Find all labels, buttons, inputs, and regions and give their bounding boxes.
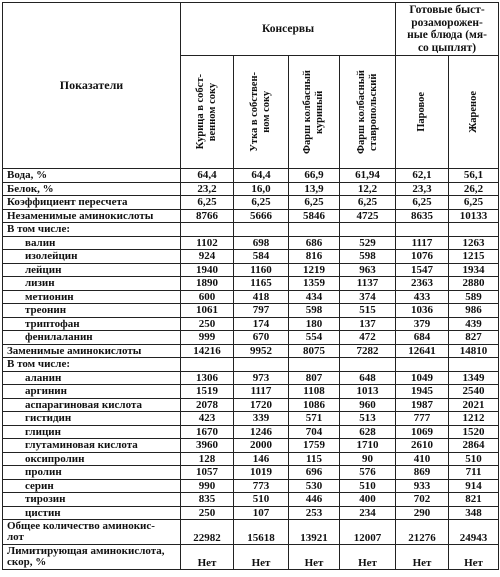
value-cell: 529	[340, 236, 396, 250]
row-label-text: тирозин	[25, 493, 66, 505]
value-cell: 1349	[449, 371, 499, 385]
value-cell	[340, 223, 396, 237]
table-row	[3, 371, 499, 385]
row-label-text: глицин	[25, 425, 61, 438]
value-cell	[340, 358, 396, 372]
value-cell: 1945	[396, 385, 449, 399]
column-header-text	[249, 72, 273, 152]
value-cell	[289, 223, 340, 237]
row-label	[3, 545, 181, 570]
indicator-header: Показатели	[3, 3, 181, 169]
row-label	[3, 169, 181, 183]
row-label-text: Лимитирующая аминокислота,	[7, 544, 165, 557]
value-cell: Нет	[449, 545, 499, 570]
value-cell: 2864	[449, 439, 499, 453]
table-row	[3, 196, 499, 210]
row-label-text: аргинин	[25, 385, 67, 397]
column-header-3	[289, 56, 340, 169]
value-cell: 963	[340, 263, 396, 277]
value-cell: 23,3	[396, 182, 449, 196]
value-cell: 1137	[340, 277, 396, 291]
value-cell: 64,4	[234, 169, 289, 183]
value-cell	[396, 358, 449, 372]
value-cell: 253	[289, 506, 340, 520]
value-cell: 10133	[449, 209, 499, 223]
value-cell: 5666	[234, 209, 289, 223]
value-cell: 4725	[340, 209, 396, 223]
row-label	[3, 304, 181, 318]
value-cell: 698	[234, 236, 289, 250]
value-cell: 21276	[396, 520, 449, 545]
value-cell: 400	[340, 493, 396, 507]
value-cell: 348	[449, 506, 499, 520]
value-cell: 914	[449, 479, 499, 493]
value-cell: 1057	[181, 466, 234, 480]
value-cell: 1019	[234, 466, 289, 480]
row-label	[3, 466, 181, 480]
row-label	[3, 479, 181, 493]
value-cell: Нет	[289, 545, 340, 570]
value-cell: 24943	[449, 520, 499, 545]
value-cell: 446	[289, 493, 340, 507]
value-cell	[449, 223, 499, 237]
value-cell: 8766	[181, 209, 234, 223]
value-cell: 797	[234, 304, 289, 318]
value-cell: 1061	[181, 304, 234, 318]
table-row	[3, 223, 499, 237]
value-cell: 1117	[396, 236, 449, 250]
value-cell: 1215	[449, 250, 499, 264]
value-cell: 6,25	[289, 196, 340, 210]
column-header-line: Курица в собст-	[195, 74, 206, 150]
row-label-text: аспарагиновая кислота	[25, 398, 142, 411]
value-cell: 2000	[234, 439, 289, 453]
row-label-text-cont: лот	[7, 531, 24, 543]
value-cell: 14810	[449, 344, 499, 358]
value-cell: 711	[449, 466, 499, 480]
column-header-2	[234, 56, 289, 169]
value-cell: 1086	[289, 398, 340, 412]
value-cell: 14216	[181, 344, 234, 358]
value-cell: 13921	[289, 520, 340, 545]
frozen-group-line3: ные блюда (мя-	[407, 29, 487, 41]
value-cell: 777	[396, 412, 449, 426]
value-cell: 6,25	[449, 196, 499, 210]
amino-acid-table	[2, 2, 499, 570]
value-cell: 2078	[181, 398, 234, 412]
row-label-text: треонин	[25, 304, 67, 316]
row-label	[3, 196, 181, 210]
table-row	[3, 290, 499, 304]
value-cell: 433	[396, 290, 449, 304]
row-label-text: метионин	[25, 290, 74, 303]
value-cell: 1890	[181, 277, 234, 291]
value-cell: 8075	[289, 344, 340, 358]
value-cell: 986	[449, 304, 499, 318]
row-label-text: Заменимые аминокислоты	[7, 344, 142, 357]
value-cell: 686	[289, 236, 340, 250]
value-cell: 6,25	[234, 196, 289, 210]
value-cell: 684	[396, 331, 449, 345]
row-label-text: изолейцин	[25, 250, 78, 262]
frozen-group-line4: со цыплят)	[417, 41, 477, 54]
row-label	[3, 493, 181, 507]
value-cell: 2363	[396, 277, 449, 291]
table-row	[3, 479, 499, 493]
value-cell: Нет	[181, 545, 234, 570]
row-label	[3, 344, 181, 358]
table-row	[3, 520, 499, 545]
value-cell: 807	[289, 371, 340, 385]
value-cell: 1987	[396, 398, 449, 412]
value-cell: Нет	[340, 545, 396, 570]
value-cell: 600	[181, 290, 234, 304]
table-row	[3, 331, 499, 345]
value-cell	[181, 358, 234, 372]
value-cell: 174	[234, 317, 289, 331]
value-cell: 869	[396, 466, 449, 480]
row-label	[3, 425, 181, 439]
value-cell: 62,1	[396, 169, 449, 183]
value-cell: 973	[234, 371, 289, 385]
column-header-text	[195, 74, 219, 149]
value-cell: 1940	[181, 263, 234, 277]
value-cell: 1036	[396, 304, 449, 318]
row-label	[3, 250, 181, 264]
value-cell: 12641	[396, 344, 449, 358]
row-label	[3, 331, 181, 345]
value-cell: 1720	[234, 398, 289, 412]
value-cell: 56,1	[449, 169, 499, 183]
value-cell: 1246	[234, 425, 289, 439]
row-label	[3, 452, 181, 466]
value-cell: 1263	[449, 236, 499, 250]
value-cell: 13,9	[289, 182, 340, 196]
value-cell: 2540	[449, 385, 499, 399]
row-label-text: Коэффициент пересчета	[7, 196, 128, 208]
table-row	[3, 385, 499, 399]
column-header-line: ставропольский	[367, 73, 379, 151]
table-row	[3, 236, 499, 250]
value-cell: 571	[289, 412, 340, 426]
value-cell: 990	[181, 479, 234, 493]
value-cell: 410	[396, 452, 449, 466]
row-label	[3, 439, 181, 453]
value-cell: 1117	[234, 385, 289, 399]
table-row	[3, 169, 499, 183]
canned-group-header: Консервы	[181, 3, 396, 56]
value-cell: 1520	[449, 425, 499, 439]
value-cell: 1049	[396, 371, 449, 385]
value-cell: 1759	[289, 439, 340, 453]
value-cell: 598	[340, 250, 396, 264]
value-cell: 90	[340, 452, 396, 466]
value-cell: 1076	[396, 250, 449, 264]
value-cell	[181, 223, 234, 237]
value-cell: 61,94	[340, 169, 396, 183]
value-cell: Нет	[234, 545, 289, 570]
value-cell: 250	[181, 506, 234, 520]
row-label-text: серин	[25, 479, 54, 492]
value-cell: 960	[340, 398, 396, 412]
column-header-line: венном соку	[207, 82, 218, 142]
value-cell: 1212	[449, 412, 499, 426]
row-label	[3, 398, 181, 412]
value-cell: 64,4	[181, 169, 234, 183]
value-cell: 589	[449, 290, 499, 304]
value-cell: 374	[340, 290, 396, 304]
value-cell: 1013	[340, 385, 396, 399]
column-header-text	[416, 92, 428, 132]
value-cell	[449, 358, 499, 372]
value-cell: 16,0	[234, 182, 289, 196]
value-cell	[396, 223, 449, 237]
value-cell: 26,2	[449, 182, 499, 196]
column-header-text	[356, 70, 380, 154]
value-cell: 418	[234, 290, 289, 304]
value-cell: 773	[234, 479, 289, 493]
row-label	[3, 209, 181, 223]
column-header-line: Фарш колбасный	[355, 70, 367, 154]
row-label	[3, 371, 181, 385]
value-cell: 250	[181, 317, 234, 331]
column-header-line: Фарш колбасный	[302, 70, 313, 154]
column-header-text	[302, 70, 326, 154]
row-label-text: оксипролин	[25, 452, 85, 465]
row-label	[3, 223, 181, 237]
value-cell: 1219	[289, 263, 340, 277]
table-row	[3, 506, 499, 520]
value-cell: 816	[289, 250, 340, 264]
column-header-4	[340, 56, 396, 169]
value-cell: 6,25	[396, 196, 449, 210]
value-cell: 999	[181, 331, 234, 345]
frozen-group-line1: Готовые быст-	[409, 4, 485, 16]
table-row	[3, 425, 499, 439]
row-label	[3, 277, 181, 291]
value-cell: 513	[340, 412, 396, 426]
column-header-line: Паровое	[416, 92, 428, 132]
value-cell: 434	[289, 290, 340, 304]
row-label	[3, 358, 181, 372]
value-cell: 598	[289, 304, 340, 318]
row-label-text: В том числе:	[7, 223, 71, 235]
table-row	[3, 344, 499, 358]
value-cell: 9952	[234, 344, 289, 358]
value-cell: 472	[340, 331, 396, 345]
column-header-1	[181, 56, 234, 169]
row-label-text: гистидин	[25, 412, 72, 424]
value-cell: 670	[234, 331, 289, 345]
row-label	[3, 385, 181, 399]
table-row	[3, 412, 499, 426]
value-cell	[234, 358, 289, 372]
column-header-text	[468, 91, 480, 133]
value-cell: 1547	[396, 263, 449, 277]
value-cell: 107	[234, 506, 289, 520]
value-cell: 924	[181, 250, 234, 264]
value-cell: 146	[234, 452, 289, 466]
frozen-group-line2: розаморожен-	[411, 16, 483, 29]
table-row	[3, 452, 499, 466]
row-label	[3, 182, 181, 196]
value-cell: 515	[340, 304, 396, 318]
table-row	[3, 545, 499, 570]
value-cell: 12007	[340, 520, 396, 545]
table-row	[3, 439, 499, 453]
table-row	[3, 263, 499, 277]
row-label	[3, 290, 181, 304]
value-cell: 702	[396, 493, 449, 507]
value-cell: 423	[181, 412, 234, 426]
table-row	[3, 182, 499, 196]
table-row	[3, 398, 499, 412]
frozen-group-header	[396, 3, 499, 56]
row-label-text: пролин	[25, 466, 62, 478]
value-cell: 8635	[396, 209, 449, 223]
value-cell: 1069	[396, 425, 449, 439]
value-cell: 12,2	[340, 182, 396, 196]
value-cell: 2021	[449, 398, 499, 412]
value-cell: 128	[181, 452, 234, 466]
table-row	[3, 466, 499, 480]
value-cell: 234	[340, 506, 396, 520]
value-cell: 5846	[289, 209, 340, 223]
table-row	[3, 304, 499, 318]
value-cell: 2880	[449, 277, 499, 291]
value-cell: 835	[181, 493, 234, 507]
value-cell: 7282	[340, 344, 396, 358]
value-cell: 1519	[181, 385, 234, 399]
row-label-text: Вода, %	[7, 169, 48, 181]
row-label-text: цистин	[25, 506, 61, 519]
value-cell: 1160	[234, 263, 289, 277]
value-cell: 22982	[181, 520, 234, 545]
value-cell: 339	[234, 412, 289, 426]
value-cell: 576	[340, 466, 396, 480]
column-header-6	[449, 56, 499, 169]
table-row	[3, 358, 499, 372]
value-cell: 115	[289, 452, 340, 466]
value-cell: 3960	[181, 439, 234, 453]
table-row	[3, 493, 499, 507]
table-row	[3, 317, 499, 331]
value-cell: 827	[449, 331, 499, 345]
row-label-text: Незаменимые аминокислоты	[7, 209, 154, 222]
value-cell: 1165	[234, 277, 289, 291]
value-cell: 510	[340, 479, 396, 493]
value-cell: 696	[289, 466, 340, 480]
value-cell: 1108	[289, 385, 340, 399]
table-row	[3, 250, 499, 264]
column-header-line: ном соку	[261, 91, 272, 133]
row-label	[3, 506, 181, 520]
value-cell: 628	[340, 425, 396, 439]
column-header-line: куриный	[314, 90, 325, 134]
value-cell: 584	[234, 250, 289, 264]
row-label	[3, 263, 181, 277]
row-label-text: валин	[25, 236, 56, 249]
value-cell: 15618	[234, 520, 289, 545]
value-cell: 1306	[181, 371, 234, 385]
value-cell: 1102	[181, 236, 234, 250]
value-cell: 554	[289, 331, 340, 345]
row-label-text: глутаминовая кислота	[25, 439, 138, 451]
row-label-text: Общее количество аминокис-	[7, 519, 155, 532]
value-cell	[234, 223, 289, 237]
value-cell: 530	[289, 479, 340, 493]
row-label-text: Белок, %	[7, 182, 54, 195]
row-label-text: лейцин	[25, 263, 62, 276]
value-cell: 6,25	[340, 196, 396, 210]
value-cell: 180	[289, 317, 340, 331]
value-cell: 439	[449, 317, 499, 331]
value-cell: 290	[396, 506, 449, 520]
row-label-text-cont: скор, %	[7, 556, 47, 568]
table-row	[3, 277, 499, 291]
value-cell: 6,25	[181, 196, 234, 210]
row-label-text: аланин	[25, 371, 62, 384]
row-label-text: лизин	[25, 277, 55, 289]
value-cell: 933	[396, 479, 449, 493]
value-cell	[289, 358, 340, 372]
value-cell: 704	[289, 425, 340, 439]
table-row	[3, 209, 499, 223]
value-cell: 510	[234, 493, 289, 507]
column-header-line: Утка в собствен-	[249, 72, 260, 152]
row-label	[3, 236, 181, 250]
value-cell: 2610	[396, 439, 449, 453]
value-cell: 379	[396, 317, 449, 331]
row-label-text: триптофан	[25, 317, 80, 330]
column-header-line: Жареное	[467, 91, 479, 133]
row-label	[3, 317, 181, 331]
value-cell: 510	[449, 452, 499, 466]
value-cell: 137	[340, 317, 396, 331]
row-label	[3, 520, 181, 545]
value-cell: Нет	[396, 545, 449, 570]
value-cell: 1670	[181, 425, 234, 439]
value-cell: 1710	[340, 439, 396, 453]
column-header-5	[396, 56, 449, 169]
row-label	[3, 412, 181, 426]
row-label-text: В том числе:	[7, 358, 71, 370]
value-cell: 66,9	[289, 169, 340, 183]
value-cell: 1359	[289, 277, 340, 291]
row-label-text: фенилаланин	[25, 331, 93, 343]
value-cell: 648	[340, 371, 396, 385]
value-cell: 23,2	[181, 182, 234, 196]
value-cell: 1934	[449, 263, 499, 277]
value-cell: 821	[449, 493, 499, 507]
